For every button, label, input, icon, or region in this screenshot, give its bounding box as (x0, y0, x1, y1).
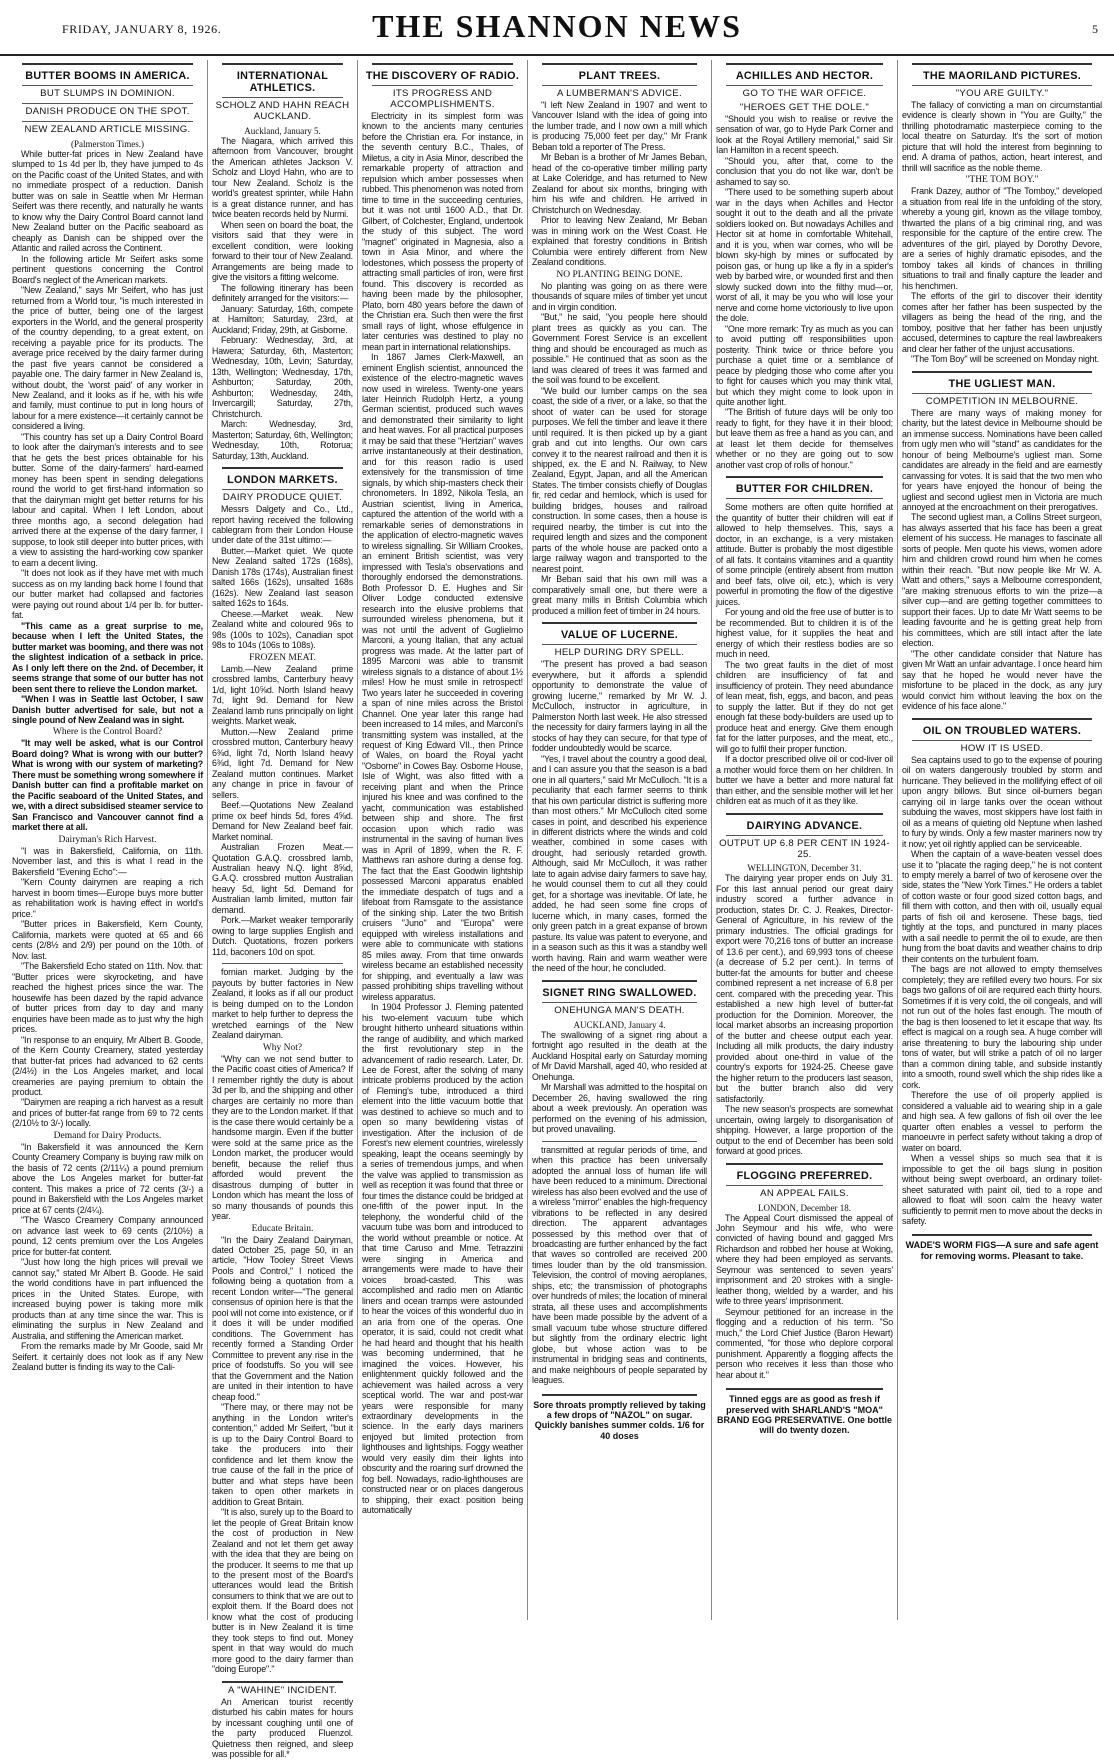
paragraph: transmitted at regular periods of time, and when this practice has been universally adopted the annual loss of human life will have been reduced to a minimum. Directional wireless has also been evolved and the use of a wireless "mirror" enables the high-frequency vibrations to be reflected in any desired direction. The apparent advantages possessed by this method over that of broadcasting are further enhanced by the fact that waves so controlled are received 200 times louder than by the old transmission. Television, the control of moving aeroplanes, ships, etc; the transmission of photographs over hundreds of miles; the location of mineral strata, all these uses and accomplishments have been made possible by the advent of a small vacuum tube whose structure differed but slightly from the ordinary electric light globe, but whose action was to be instrumental in bridging seas and continents, and make neighbours of people separated by leagues. (532, 1144, 707, 1386)
headline-signet-ring: SIGNET RING SWALLOWED. (542, 986, 697, 999)
paragraph: The swallowing of a signet ring about a fortnight ago resulted in the death at the Auckland Hospital early on Saturday morning of Mr David Marshall, aged 40, who resided at Onehunga. (532, 1029, 707, 1082)
deck: OUTPUT UP 6.8 PER CENT IN 1924-25. (719, 837, 890, 860)
paragraph: "Kern County dairymen are reaping a rich harvest in boom times—Europe buys more butter as rehabilitation work is having effect in world's price." (12, 877, 203, 919)
paragraph: "Just how long the high prices will prevail we cannot say," stated Mr Albert B. Goode. He said the world conditions have in part influenced the prices in the United States. Europe, with increased buying power is taking more milk products than at any time since the war. This is eliminating the surplus in New Zealand and Australia, and stiffening the American market. (12, 1257, 203, 1341)
headline-wahine: A "WAHINE" INCIDENT. (228, 1684, 337, 1696)
paragraph: The new season's prospects are somewhat uncertain, owing largely to disorganisation of shipping. However, a large proportion of the output to the end of December has been sold forward at good prices. (716, 1104, 893, 1157)
headline-butter-booms: BUTTER BOOMS IN AMERICA. (25, 70, 190, 82)
paragraph: "Yes, I travel about the country a good deal, and I can assure you that the season is a bad one in all quarters," said Mr McCulloch. "It is a peculiarity that each farmer seems to think that his own particular district is suffering more than most others." Mr McCulloch cited some cases in point, and described his experience in different districts where the winds and cold weather, combined in some cases with drought, had seriously retarded growth. Although, said Mr McCulloch, it was rather late to again advise dairy farmers to save hay, he would counsel them to cut all they could get, for a shortage was inevitable. Of late, he added, he had seen some fine crops of lucerne which, in many cases, formed the only green patch in a great expanse of brown pasture. Its value was patent to everyone, and in a season such as this it was a standby well worth having. Rain and warm weather were the need of the hour, he concluded. (532, 753, 707, 974)
paragraph: February: Wednesday, 3rd, at Hawera; Saturday, 6th, Masterton; Wednesday, 10th, Levin; Saturday, 13th, Wellington; Wednesday, 17th, Ashburton; Saturday, 20th, Ashburton; Wednesday, 24th, Invercargill; Saturday, 27th, Christchurch. (212, 335, 353, 419)
paragraph: "Should you, after that, come to the conclusion that you do not like war, don't be ashamed to say so. (716, 155, 893, 187)
paragraph: "This country has set up a Dairy Control Board to look after the dairyman's interests and to see that he gets the best prices obtainable for his butter. Some of the dairy-farmers' hard-earned money has been spent in sending delegations round the world to get first-hand information so that the dairyman might get better returns for his labour and capital. When I left London, about three months ago, a second delegation had arrived there at the expense of the dairy farmer, I suppose, to look still deeper into butter prices, with a view to assisting the hard-working cow spanker to earn a decent living. (12, 431, 203, 568)
paragraph: "The Wasco Creamery Company announced on advance last week to 69 cents (2/10½) a pound, 12 cents premium over the Los Angeles price for butter-fat content. (12, 1215, 203, 1257)
paragraph: When a vessel ships so much sea that it is impossible to get the oil bags slung in position without being swept overboard, an ordinary toilet-sheet saturated with paint oil, tied to a rope and allowed to float will soon calm the heavy water sufficiently to permit men to move about the decks in safety. (902, 1153, 1102, 1226)
subhead-why-not: Why Not? (262, 1042, 303, 1053)
bold-paragraph: "This came as a great surprise to me, because when I left the United States, the butter market was booming, and there was not the slightest indication of a setback in price. As I only left there on the 2nd. of December, it seems strange that some of our butter has not been sent there to relieve the London market. (12, 620, 203, 694)
deck: "HEROES GET THE DOLE." (739, 102, 870, 113)
paragraph: "The other candidate consider that Nature has given Mr Watt an unfair advantage. I once heard him say that he hoped he would never have the misfortune to be placed in the dock, as any jury would convict him without leaving the box on the evidence of his face alone." (902, 648, 1102, 712)
dateline: WELLINGTON, December 31. (747, 863, 862, 874)
paragraph: "Butter prices in Bakersfield, Kern County, California, markets were quoted at 65 and 66 cents (2/8½ and 2/9) per pound on the 10th. of Nov. last. (12, 919, 203, 961)
paragraph: "Dairymen are reaping a rich harvest as a result and prices of butter-fat range from 69 to 72 cents (2/10½ to 3/-) locally. (12, 1097, 203, 1129)
column-3 (358, 60, 528, 1620)
deck: HELP DURING DRY SPELL. (554, 647, 685, 659)
headline-butter-children: BUTTER FOR CHILDREN. (735, 483, 874, 496)
advertisement-sharland: Tinned eggs are as good as fresh if preserved with SHARLAND'S "MOA" BRAND EGG PRESERVATIVE. One bottle will do twenty dozen. (716, 1394, 893, 1436)
paragraph: Cheese.—Market weak. New Zealand white and coloured 96s to 98s (100s to 102s), Canadian spot 98s to 104s (106s to 108s). (212, 608, 353, 651)
deck: "YOU ARE GUILTY." (955, 88, 1049, 100)
subhead-rich-harvest: Dairyman's Rich Harvest. (58, 834, 157, 845)
paragraph: "The Tom Boy" will be screened on Monday night. (911, 354, 1100, 365)
deck: COMPETITION IN MELBOURNE. (925, 395, 1079, 407)
paragraph: The bags are not allowed to empty themselves completely; they are refilled every two hours. For six bags two gallons of oil are required each thirty hours. Sometimes if it is very cold, the oil congeals, and will not run out of the holes fast enough. The mouth of the bag is then loosened to let it escape that way. Its effect is magical on a rough sea. A huge comber will arise threatening to bury the labouring ship under tons of water, but will strike a patch of oil no larger than a common dining table, and subside instantly into a smooth, round swell which the ship rides like a cork. (902, 964, 1102, 1090)
paragraph: Pork.—Market weaker temporarily owing to large supplies English and Dutch. Quotations, frozen porkers 11d, baconers 10d on spot. (212, 915, 353, 957)
paragraph: Therefore the use of oil properly applied is considered a valuable aid to wearing ship in a gale and high sea. A few gallons of fish oil over the lee quarter often enables a vessel to perform the manoeuvre in perfect safety without taking a drop of water on board. (902, 1090, 1102, 1153)
paragraph: Mr Beban is a brother of Mr James Beban, head of the co-operative timber milling party at Lake Coleridge, and has returned to New Zealand for about six months, bringing with him his wife and children. He arrived in Christchurch on Wednesday. (532, 152, 707, 215)
paragraph: For young and old the free use of butter is to be recommended. But to children it is of the highest value, for it supplies the heat and energy of which their restless bodies are so much in need. (716, 607, 893, 660)
subhead-control-board: Where is the Control Board? (52, 727, 163, 738)
deck: SCHOLZ AND HAHN REACH AUCKLAND. (215, 100, 350, 123)
column-6 (898, 60, 1106, 1620)
headline-athletics: INTERNATIONAL ATHLETICS. (236, 70, 329, 95)
paragraph: The efforts of the girl to discover their identity comes after her father has been suspected by the villagers as being the head of the ring, and the tomboy, positive that her father has been unjustly accused, determines to capture the real lawbreakers and clear her father of the unjust accusations. (902, 291, 1102, 354)
paragraph: "In the Dairy Zealand Dairyman, dated October 25, page 50, in an article, "How Tooley Street Views Pools and Control," I noticed the following being a quotation from a recent London writer—"The general consensus of opinion here is that the pool will not come into existence, or if it does it will be under modified conditions. The Government has recently formed a Standing Order Committee to prevent any rise in the price of foodstuffs. So you will see that the Government and the Nation are united in their intention to have cheap food." (212, 1234, 354, 1402)
headline-flogging: FLOGGING PREFERRED. (736, 1169, 873, 1182)
paragraph: The fallacy of convicting a man on circumstantial evidence is clearly shown in "You are Guilty," the thrilling photodramatic masterpiece coming to the local theatre on Saturday. It's the sort of motion picture that will hold the interest from beginning to end. A drama of pathos, action, heart interest, and thrill will sacrifice as the noble theme. (902, 100, 1102, 173)
subhead-educate: Educate Britain. (251, 1223, 314, 1234)
paragraph: When seen on board the boat, the visitors said that they were in excellent condition, were looking forward to their tour of New Zealand. Arrangements are being made to give the visitors a fitting welcome. (212, 219, 353, 283)
paragraph: "Why can we not send butter to the Pacific coast cities of America? If I remember rightly the duty is about 3d per lb, and the shipping and other charges are certainly no more than they are to the London market. If that is the case there would certainly be a handsome margin. Even if the butter were sold at the same price as the London market, the producer would benefit, because the relief thus afforded would prevent the disastrous dumping of butter in London which has meant the loss of so many thousands of pounds this year. (212, 1053, 353, 1222)
paragraph: From the remarks made by Mr Goode, said Mr Seifert. it certainly does not look as if any New Zealand butter is finding its way to the Cali- (12, 1341, 203, 1373)
deck: A LUMBERMAN'S ADVICE. (557, 88, 682, 100)
paragraph: The two great faults in the diet of most children are insufficiency of fat and insufficiency of protein. They need abundance of lean meat, fish, eggs, and bacon, and peas to supply the latter. But if they do not get enough fat these body-builders are used up to produce heat and energy. Give them enough fat for the latter purposes, and the meat, etc., will go to fulfil their proper function. (716, 659, 893, 754)
bold-paragraph: "It may well be asked, what is our Control Board doing? What is wrong with our butter? What is wrong with our system of marketing? There must be something wrong somewhere if Danish butter can find a profitable market on the Pacific seaboard of the United States, and we, with a direct subsidised steamer service to San Francisco and Vancouver cannot find a market there at all. (12, 738, 203, 833)
paragraph: No planting was going on as there were thousands of square miles of timber yet uncut and in virgin condition. (532, 280, 707, 312)
advertisement-wades: WADE'S WORM FIGS—A sure and safe agent for removing worms. Pleasant to take. (905, 1240, 1099, 1261)
paragraph: While butter-fat prices in New Zealand have slumped to 1s 4d per lb, they have jumped to 4s on the Pacific coast of the United States, and with no immediate prospect of a reduction. Danish butter was on sale in Seattle when Mr Herman Seifert was there recently, and naturally he wants to know why the Dairy Control Board cannot land New Zealand butter on the Pacific seaboard as cheaply as Danish can be shipped over the Atlantic and railed across the Continent. (12, 148, 203, 254)
masthead-page-number: 5 (1092, 22, 1098, 36)
paragraph: "The Bakersfield Echo stated on 11th. Nov. that: "Butter prices were skyrocketing, and have reached the highest prices since the war. The housewife has been dazed by the rapid advance of butter prices from day to day and many enquiries have been made as to just why the high prices. (12, 961, 203, 1035)
paragraph: "The British of future days will be only too ready to fight, for they have it in their blood; but leave them as free a hand as you can, and at least let them decide for themselves whether or no they are going out to sow another vast crop of rolls of honour." (716, 407, 893, 470)
headline-ugliest-man: THE UGLIEST MAN. (948, 377, 1056, 390)
paragraph: "I was in Bakersfield, California, on 11th. November last, and this is what I read in the Bakersfield "Evening Echo":— (12, 845, 203, 877)
newspaper-columns (0, 60, 1114, 1760)
subhead-frozen-meat: FROZEN MEAT. (249, 652, 316, 663)
masthead-title: THE SHANNON NEWS (372, 8, 742, 44)
paragraph: An American tourist recently disturbed his cabin mates for hours by incessant coughing until one of the party produced Fluenzol. Quietness then reigned, and sleep was possible for all.* (212, 1696, 353, 1760)
paragraph: "But," he said, "you people here should plant trees as quickly as you can. The Government Forest Service is an excellent thing and should be encouraged as much as possible." He continued that as soon as the land was cleared of trees it was farmed and the soil was found to be excellent. (532, 312, 707, 386)
paragraph: Beef.—Quotations New Zealand prime ox beef hinds 5d, fores 4⅝d. Demand for New Zealand beef fair. Market nominal. (212, 800, 353, 842)
paragraph: "I left New Zealand in 1907 and went to Vancouver Island with the idea of going into the lumber trade, and I now own a mill which is producing 75,000 feet per day," Mr Frank Beban told a reporter of The Press. (532, 100, 707, 152)
paragraph: Messrs Dalgety and Co., Ltd., report having received the following cablegram from their London House under date of the 31st ultimo:— (212, 504, 353, 546)
masthead (0, 0, 1114, 56)
paragraph: "We build our lumber camps on the sea coast, the side of a river, or a lake, so that the shoot of water can be used for storage purposes. We fell the timber and leave it there until required. It is then picked up by a giant grab and cut into lengths. Our own cars convey it to the nearest railroad and then it is shipped, ex. the E and N. Railway, to New Zealand, Egypt, Japan, and all the American States. The timber consists chiefly of Douglas fir, red cedar and hemlock, which is used for building bridges, houses and railroad construction. In some cases, then a house is required nearby, the timber is cut into the required length and sizes and the component parts of the whole house are packed onto a large railway wagon and transported to the nearest point. (532, 385, 707, 574)
deck-3: NEW ZEALAND ARTICLE MISSING. (24, 123, 191, 135)
dateline: Auckland, January 5. (244, 126, 321, 136)
paragraph: Some mothers are often quite horrified at the quantity of butter their children will eat if allowed to help themselves. This, says a doctor, in an exchange, is a very mistaken attitude. Butter is probably the most digestible of all fats. It contains vitamines and a quantity of some principle (entirely absent from mutton and beef fats, olive oil, etc.), which is very powerful in promoting the flow of the digestive juices. (716, 502, 893, 607)
paragraph: The second ugliest man, a Collins Street surgeon, has always asserted that his face has been a great element of his success. He manages to fascinate all sorts of people. Men quote his views, women adore him and children crowd round him when he comes within their reach. "But now people like Mr W. A. Watt and others," says a Melbourne correspondent, "are making strenuous efforts to win the prize—a silver cup—and are getting together committees to support their faces. Up to date Mr Watt seems to be leading favourite and he is getting great help from his committees, which are still intact after the late election. (902, 512, 1102, 649)
paragraph: "It does not look as if they have met with much success as on my landing back home I found that our butter market had collapsed and factories were paying out round about 1/4 per lb. for butter-fat. (12, 568, 203, 621)
paragraph: "Should you wish to realise or revive the sensation of war, go to Hyde Park Corner and look at the Royal Artillery memorial," said Sir Ian Hamilton in a recent speech. (716, 113, 893, 156)
paragraph: Electricity in its simplest form was known to the ancients many centuries before the Christian era. For instance, in the seventh century B.C., Thales, of Miletus, a city in Asia Minor, described the remarkable property of attraction and repulsion which amber possesses when rubbed. This phenomenon was noted from time to time in the succeeding centuries, but it was not until 1600 A.D., that Dr. Gilbert, of Colchester, England, undertook the study of this subject. The word "magnet" originated in Magnesia, also a town in Asia Minor, and where the lodestones, which possess the property of attracting small particles of iron, were first found. This discovery is recorded as having been made by the philosopher, Plato, born 480 years before the dawn of the Christian era. Such then were the first small rays of light, whose effulgence in later centuries was destined to play no mean part in international relationships. (362, 110, 523, 352)
headline-london-markets: LONDON MARKETS. (227, 474, 338, 487)
column-2 (208, 60, 358, 1760)
paragraph: "New Zealand," says Mr Seifert, who has just returned from a World tour, "is much interested in the price of butter, being one of the largest exporters in the World, and the general prosperity of the country depending, to a great extent, on receiving a payable price for its products. The average price received by the dairy farmer during the past five years cannot be considered a payable one. The dairy farmer in New Zealand is, without doubt, the 'worst paid' of any worker in New Zealand, and it looks as if he, with his wife and family, must continue to put in long hours of labour for a mere existence—it certainly cannot be considered a living. (12, 285, 203, 432)
paragraph: "There may, or there may not be anything in the London writer's contention," added Mr Seifert, "but it is up to the Dairy Control Board to take the producers into their confidence and let them know the true cause of the fall in the price of butter and what steps have been taken to open other markets in addition to Great Britain. (212, 1402, 353, 1507)
headline-lucerne: VALUE OF LUCERNE. (560, 629, 679, 642)
headline-maoriland: THE MAORILAND PICTURES. (922, 70, 1082, 82)
paragraph: Seymour petitioned for an increase in the flogging and a reduction of his term. "So much," the Lord Chief Justice (Baron Hewart) commented, "for those who deplore corporal punishment. Apparently a flogging affects the person who receives it less than those who hear about it." (716, 1306, 893, 1380)
deck: GO TO THE WAR OFFICE. (742, 88, 867, 100)
column-4 (528, 60, 712, 1620)
deck-1: BUT SLUMPS IN DOMINION. (40, 88, 175, 100)
deck: ONEHUNGA MAN'S DEATH. (554, 1004, 685, 1016)
column-1 (8, 60, 208, 1620)
bold-paragraph: "When I was in Seattle last October, I saw Danish butter advertised for sale, but not a single pound of New Zealand was in sight. (12, 694, 203, 725)
paragraph: If a doctor prescribed olive oil or cod-liver oil a mother would force them on her children. In butter we have a better and more natural fat than either, and the sensible mother will let her children eat as much of it as they like. (716, 754, 893, 807)
paragraph: "In Bakersfield it was announced the Kern County Creamery Company is buying raw milk on the basis of 72 cents (2/11¼) a pound premium above the Los Angeles market for butter-fat content. This makes a price of 72 cents (3/-) a pound in Bakersfield with the Los Angeles market price at 67 cents (2/4¼). (12, 1141, 203, 1215)
subhead-no-planting: NO PLANTING BEING DONE. (556, 269, 683, 280)
paragraph: The Appeal Court dismissed the appeal of John Seymour and his wife, who were convicted of having bound and gagged Mrs Richardson and robbed her house at Woking, where they had been employed as servants. Seymour was sentenced to seven years' imprisonment and 20 strokes with a single-leather thong, wielded by a warder, and his wife to three years' imprisonment. (716, 1212, 893, 1307)
paragraph: When the captain of a wave-beaten vessel does use it to "placate the raging deep," he is not content to empty merely a barrel of two of kerosene over the side, states the "New York Times." He orders a tablet of cotton waste or four good sized cotton bags, and fill them with cotton, and then with oil, usually equal parts of fish oil and kerosene. These bags, tied tightly at the tops, and punctured in many places with a sail needle to permit the oil to exude, are then hung from the boat davits and weather chains to drip their contents on the turbulent foam. (902, 849, 1102, 964)
headline-dairying: DAIRYING ADVANCE. (746, 819, 863, 832)
paragraph: "The present has proved a bad season everywhere, but it affords a splendid opportunity to demonstrate the value of growing lucerne," remarked by Mr W. J. McCulloch, instructor in agriculture, in Palmerston North last week. He also stressed the necessity for dairy farmers laying in all the stocks of hay they can secure, for that type of fodder undoubtedly would be scarce. (532, 659, 707, 754)
paragraph: Mr Marshall was admitted to the hospital on December 26, having swallowed the ring about a week previously. An operation was performed on the evening of his admission, but proved unavailing. (532, 1082, 707, 1135)
masthead-date: FRIDAY, JANUARY 8, 1926. (62, 22, 222, 36)
paragraph: In 1904 Professor J. Fleming patented his two-element vacuum tube which brought hitherto unheard situations within the range of audibility, and which marked the first revolutionary step in the advancement of radio research. Later, Dr. Lee de Forest, after the solving of many intricate problems produced by the action of Fleming's tube, introduced a third element into the little vacuum bottle that was destined to achieve so much and to open so many bewildering vistas of investigation. After the inclusion of de Forest's new element countries, wirelessly speaking, leapt the oceans seemingly by a series of tremendous jumps, and when the valve was applied to transmission as well as reception it was found that three or four times the distance could be bridged at one-fifth of the power input. In the telephony, the wonderful child of the vacuum tube was born and introduced to the world without preamble or notice. At that time Caruso and Mme. Tetrazzini were singing in America and arrangements were made to have their voices broad-casted. This was accomplished and radio men on Atlantic liners and ocean tramps were astounded to hear the voices of this wonderful duo in an aria from one of the operas. One operator, it is said, could not credit what he had heard and thought that his health was becoming undermined, that he imagined the voices. However, his enlightenment quickly followed and the achievement was hailed across a very sceptical world. The war and post-war years were responsible for many extraordinary developments in the science. In the early days mariners enjoyed but limited protection from lighthouses and lightships. Foggy weather would very easily dim their lights into obscurity and the roaring surf drowned the fog bell. Nowadays, radio-lighthouses are constructed near or on places dangerous to shipping, their exact position being automatically (362, 1002, 523, 1516)
dateline: LONDON, December 18. (758, 1202, 851, 1213)
paragraph: "It is also, surely up to the Board to let the people of Great Britain know the cost of production in New Zealand and not let them get away with the idea that they are being on the producer. It seems to me that up to the present most of the Board's utterances would lead the British consumers to think that we are out to exploit them. If the Board does not know what the cost of producing butter is in New Zealand it is time they took steps to find out. Money spent in that way would do much more good to the dairy farmer than "doing Europe"." (212, 1507, 353, 1675)
paragraph: March: Wednesday, 3rd, Masterton; Saturday, 6th, Wellington; Wednesday, 10th, Rotorua; Saturday, 13th, Auckland. (212, 419, 353, 461)
paragraph: Lamb.—New Zealand prime crossbred lambs, Canterbury heavy 1/d, light 10⅝d. North Island heavy 7d, light 9d. Demand for New Zealand lamb runs principally on light weights. Market weak. (212, 663, 353, 727)
headline-achilles: ACHILLES AND HECTOR. (735, 70, 874, 82)
paragraph: Butter.—Market quiet. We quote New Zealand salted 172s (168s), Danish 178s (174s), Australian finest salted 166s (162s), unsalted 168s (162s). New Zealand last season salted 162s to 164s. (212, 545, 353, 609)
paragraph: Mr Beban said that his own mill was a comparatively small one, but there were a great many mills in British Columbia which produced a million feet of timber in 24 hours. (532, 574, 707, 616)
paragraph: fornian market. Judging by the payouts by butter factories in New Zealand, it looks as if all our product is being dumped on to the London market to help further to depress the wretched earnings of the New Zealand dairyman. (212, 967, 353, 1041)
paragraph: The following itinerary has been definitely arranged for the visitors:— (212, 282, 353, 304)
subhead-demand: Demand for Dairy Products. (53, 1130, 162, 1141)
paragraph: The dairying year proper ends on July 31. For this last annual period our great dairy industry scored a further advance in production, states Dr. C. J. Reakes, Director-General of Agriculture, in his review of the primary industries. The official gradings for export were 70,216 tons of butter an increase of 13.6 per cent.), and 69,993 tons of cheese (a decrease of 5.2 per cent.). In terms of butter-fat the amounts for butter and cheese combined represent a net increase of 6.8 per cent. compared with the preceding year. This established a new high level of butter-fat production for the Dominion. Moreover, the local market absorbs an increasing proportion of the butter and cheese output each year. Including all milk products, the dairy industry provided about one-third in value of the country's exports for 1924-25. Cheese gave the higher return to the producers last season, but the butter branch also did very satisfactorily. (716, 873, 893, 1104)
paragraph: "One more remark: Try as much as you can to avoid putting off responsibilities upon posterity. Think twice or thrice before you purchase a quiet time or a semblance of peace by pledging those who come after you to fight for causes which you may think vital, but which they might come to look upon in quite another light. (716, 323, 893, 407)
source-line: (Palmerston Times.) (70, 138, 144, 149)
deck: DAIRY PRODUCE QUIET. (222, 492, 343, 504)
paragraph: There are many ways of making money for charity, but the latest device in Melbourne should be an immense success. Nominations have been called from ugly men who will "stand" as candidates for the honour of being Melbourne's ugliest man. Some candidates are already in the field and are earnestly canvassing for votes. It is said that the two men who for years have enjoyed the honour of being the ugliest and second ugliest men in Victoria are much annoyed at the encroachment on their prerogatives. (902, 407, 1102, 512)
paragraph: Mutton.—New Zealand prime crossbred mutton, Canterbury heavy 6⅜d, light 7d, North Island heavy 6⅜d, light 7d. Demand for New Zealand mutton continues. Market any change in price in favour of sellers. (212, 726, 353, 800)
subhead-tom-boy: "THE TOM BOY." (965, 175, 1039, 186)
deck: HOW IT IS USED. (960, 742, 1044, 754)
paragraph: In 1867 James Clerk-Maxwell, an eminent English scientist, announced the existence of the electro-magnetic waves now used in wireless. Twenty-one years later Heinrich Rudolph Hertz, a young German scientist, produced such waves and demonstrated their similarity to light and heat waves. For all practical purposes it may be said that these "Hertzian" waves arrive instantaneously at their destination, and for this reason radio is used extensively for the transmission of time signals, by which ship-masters check their chronometers. In 1892, Nikola Tesla, an Austrian scientist, living in America, captured the attention of the world with a remarkable series of demonstrations in the application of electro-magnetic waves to wireless signalling. Sir William Crookes, an eminent British scientist, was very impressed with Tesla's observations and thoroughly endorsed the demonstrations. Both Professor D. E. Hughes and Sir Oliver Lodge conducted extensive research into the elusive problems that surrounded wireless phenomena, but it was not until the advent of Guglielmo Marconi, a young Italian, that any actual progress was made. At the latter part of 1895 Marconi was able to transmit wireless signals to a distance of about 1½ miles! How he must smile in retrospect! Two years later he succeeded in covering a span of nine miles across the Bristol Channel. One year later this range had been increased to 14 miles, and Marconi's transmitting system was installed, at the request of King Edward VII., then Prince of Wales, on board the Royal yacht "Osborne" in Cowes Bay. Osborne House, Isle of Wight, was also fitted with a receiving plant and when the Prince injured his knee and was confined to the yacht, communication was established between ship and shore. The first occasion upon which radio was instrumental in the saving of human lives was in April of 1899, when the R. F. Matthews ran ashore during a dense fog. The fact that the East Goodwin lightship possessed Marconi apparatus enabled the immediate despatch of tugs and a lifeboat from Ramsgate to the assistance of the sinking ship. Later the two British cruisers "Juno" and "Europa" were equipped with wireless installations and were able to communicate with stations 85 miles away. From that time onwards wireless became an established necessity for shipping, and eventually a law was passed prohibiting ships travelling without wireless apparatus. (362, 352, 523, 1002)
paragraph: The Niagara, which arrived this afternoon from Vancouver, brought the American athletes Jackson V. Scholz and Lloyd Hahn, who are to tour New Zealand. Scholz is the world's greatest sprinter, while Hahn is a great distance runner, and has twice beaten records held by Nurmi. (212, 136, 353, 220)
paragraph: January: Saturday, 16th, compete at Hamilton; Saturday, 23rd, at Auckland; Friday, 29th, at Gisborne. (212, 303, 353, 335)
paragraph: Australian Frozen Meat.—Quotation G.A.Q. crossbred lamb, Australian heavy N.Q. light 8⅝d, G.A.Q. crossbred mutton Australian heavy 5d, light 5d. Demand for Australian lamb limited, mutton fair demand. (212, 842, 353, 915)
advertisement-nazol: Sore throats promptly relieved by taking a few drops of "NAZOL" on sugar. Quickly banishes summer colds. 1/6 for 40 doses (533, 1399, 706, 1441)
paragraph: "In response to an enquiry, Mr Albert B. Goode, of the Kern County Creamery, stated yesterday that butter-fat prices had advanced to 62 cents (2/4½) in the Los Angeles market, and local creameries are paying premium to obtain the product. (12, 1034, 203, 1097)
headline-radio: THE DISCOVERY OF RADIO. (365, 70, 520, 82)
deck: ITS PROGRESS AND ACCOMPLISHMENTS. (390, 88, 495, 110)
paragraph: Prior to leaving New Zealand, Mr Beban was in mining work on the West Coast. He explained that forestry conditions in British Columbia were entirely different from New Zealand conditions. (532, 215, 707, 268)
paragraph: Sea captains used to go to the expense of pouring oil on waters dangerously troubled by storm and hurricane. They believed in the mollifying effect of oil upon angry billows. But since oil-burners began carrying oil in large tanks over the ocean without subduing the waves, most skippers have lost faith in oil as a means of quieting old Neptune when lashed to fury by winds. Only a few master mariners now try it now; yet oil rightly applied can be serviceable. (902, 754, 1102, 849)
paragraph: Frank Dazey, author of "The Tomboy," developed a situation from real life in the unfolding of the story, whereby a young girl, known as the village tomboy, thwarted the plans of a big criminal ring, and was responsible for the capture of the entire crew. The adventures of the girl, played by Dorothy Devore, are a series of highly dramatic episodes, and the tomboy takes all kinds of chances in thrilling situations to trail and finally capture the leader and his henchmen. (902, 186, 1102, 291)
headline-plant-trees: PLANT TREES. (578, 70, 661, 82)
deck: AN APPEAL FAILS. (760, 1187, 849, 1199)
paragraph: In the following article Mr Seifert asks some pertinent questions concerning the Control Board's neglect of the American markets. (12, 253, 203, 285)
deck-2: DANISH PRODUCE ON THE SPOT. (25, 106, 190, 117)
column-5 (712, 60, 898, 1620)
paragraph: "There used to be something superb about war in the days when Achilles and Hector sought it out to the death and all the private soldiers looked on. But nowadays Achilles and Hector sit at home in comfortable Whitehall, and it is you, when war comes, who will be blown sky-high by mines or suffocated by poison gas, or hung up like a fly in a spider's web by barbed wire, or wounded first and then slowly sucked down into the filthy mud—or, worst of all, it may be you who will lose your nerve and come home victoriously to live upon the dole. (716, 187, 893, 324)
dateline: AUCKLAND, January 4. (573, 1019, 666, 1030)
headline-oil: OIL ON TROUBLED WATERS. (922, 724, 1082, 737)
